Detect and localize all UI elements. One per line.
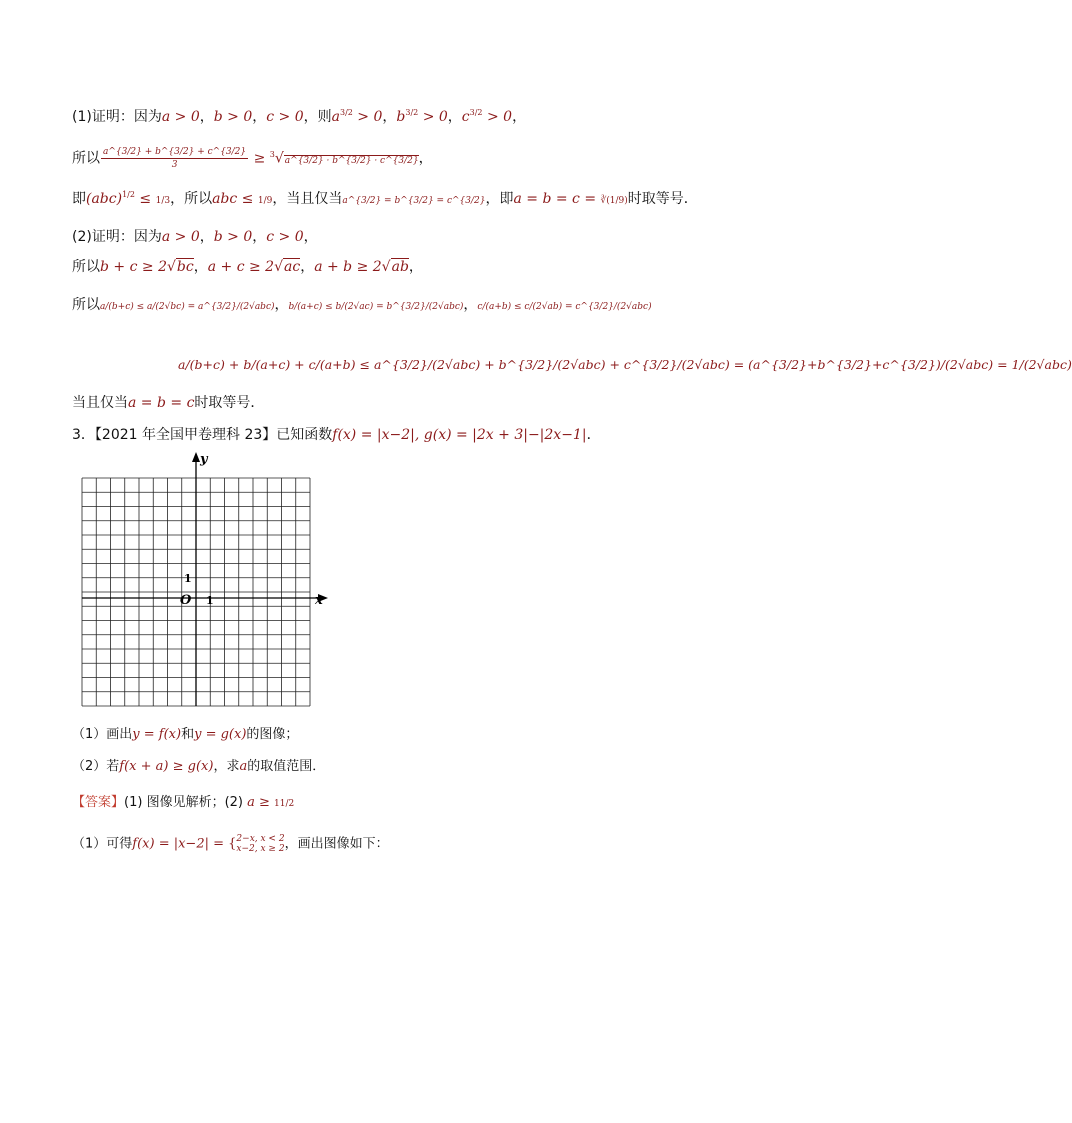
x-axis — [82, 594, 328, 602]
y-axis — [192, 452, 200, 706]
am-fraction: $\frac{a\^{}\{3/2\} + b\^{}\{3/2\} + c\^{}\{3/2\}}{3}$ — [103, 147, 247, 170]
problem3-solution: （1）可得f(x) = |x−2| = { 2−x, x < 2 x−2, x ≥ 2 ，画出图像如下： — [72, 834, 389, 854]
coordinate-grid — [72, 450, 342, 712]
origin-label: O — [180, 593, 192, 608]
problem3-q2: （2）若f(x + a) ≥ g(x)，求a的取值范围． — [72, 759, 326, 774]
radical-icon: √ — [166, 259, 176, 275]
proof2-line1: (2)证明：因为a > 0，b > 0，c > 0， — [72, 229, 318, 245]
x-axis-label: x — [315, 593, 323, 608]
radical-icon: √ — [274, 150, 284, 167]
radical-icon: √ — [381, 259, 391, 275]
problem3-answer: 【答案】(1) 图像见解析；(2) a ≥ 11/2 — [72, 795, 295, 810]
piecewise-cases: 2−x, x < 2 x−2, x ≥ 2 — [236, 834, 285, 854]
y-axis-label: y — [200, 452, 208, 467]
x-tick-label: 1 — [206, 594, 214, 607]
y-axis-arrow-icon — [192, 452, 200, 462]
proof1-line1: (1)证明：因为a > 0，b > 0，c > 0，则$a^{3/2} > 0$，$b^{3/2} > 0$，$c^{3/2} > 0$， — [72, 108, 527, 125]
proof2-display-equation: a/(b+c) + b/(a+c) + c/(a+b) ≤ a^{3/2}/(2√abc) + b^{3/2}/(2√abc) + c^{3/2}/(2√abc) = (a^{3/2}+b^{3/2}+c^{3/2})/(2√abc) = 1/(2√abc) — [178, 357, 1072, 372]
proof2-line3: 所以a/(b+c) ≤ a/(2√bc) = a^{3/2}/(2√abc)，b/(a+c) ≤ b/(2√ac) = b^{3/2}/(2√abc)，c/(a+b) ≤ c/(2√ab) = c^{3/2}/(2√abc) — [72, 297, 652, 313]
problem3-stem: 3．【2021 年全国甲卷理科 23】已知函数f(x) = |x−2|, g(x) = |2x + 3|−|2x−1|． — [72, 427, 601, 443]
proof2-line2: 所以b + c ≥ 2√bc，a + c ≥ 2√ac，a + b ≥ 2√ab， — [72, 259, 423, 275]
proof2-line5: 当且仅当a = b = c时取等号． — [72, 395, 265, 411]
y-tick-label: 1 — [184, 572, 192, 585]
problem3-q1: （1）画出y = f(x)和y = g(x)的图像； — [72, 727, 299, 742]
brace-icon: { — [228, 836, 237, 852]
radical-icon: √ — [274, 259, 283, 275]
proof1-line2: 所以 $\frac{a\^{}\{3/2\} + b\^{}\{3/2\} + c\^{}\{3/2\}}{3}$ ≥ $^3$√a^{3/2} · b^{3/2} · c^{3/2}， — [72, 147, 433, 170]
proof1-line3: 即(abc)$^{1/2}$ ≤ 1/3，所以abc ≤ 1/9，当且仅当a^{3/2} = b^{3/2} = c^{3/2}，即a = b = c = ∛(1/9)时取等号． — [72, 190, 698, 207]
